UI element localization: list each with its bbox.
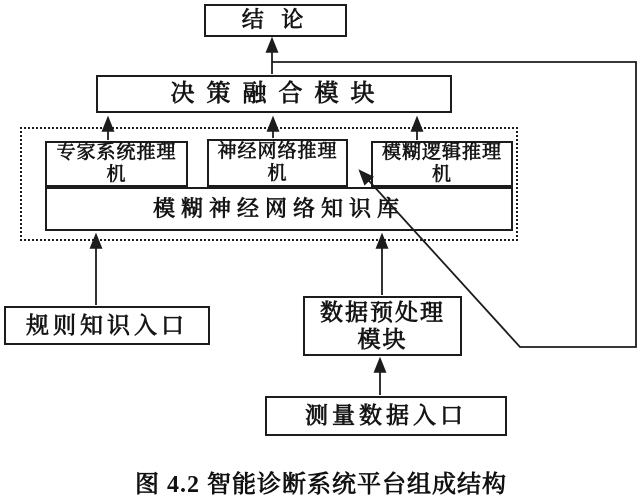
- node-rule-knowledge-entry: [4, 306, 210, 345]
- node-conclusion: [204, 4, 347, 37]
- node-measure-data-entry: [265, 396, 507, 436]
- node-neural-network-inference-engine: [207, 139, 348, 187]
- node-fuzzy-label-line2: 机: [431, 164, 452, 185]
- node-fuzzy-label-line1: 模糊逻辑推理: [381, 142, 502, 163]
- node-decision-fusion-module: [96, 75, 452, 113]
- node-decision-fusion-label: 决 策 融 合 模 块: [170, 80, 378, 107]
- node-data-preprocess-module: [303, 296, 462, 356]
- node-neural-label-line1: 神经网络推理: [217, 141, 338, 162]
- node-fuzzy-logic-inference-engine: [371, 141, 513, 187]
- node-neural-label-line2: 机: [267, 163, 288, 184]
- node-expert-system-inference-engine: [45, 141, 188, 187]
- node-measure-label: 测量数据入口: [305, 403, 467, 429]
- figure-caption: 图 4.2 智能诊断系统平台组成结构: [135, 472, 507, 498]
- node-preprocess-label-line2: 模块: [357, 327, 408, 352]
- node-rule-label: 规则知识入口: [26, 312, 188, 338]
- node-conclusion-label: 结 论: [241, 7, 310, 33]
- node-preprocess-label-line1: 数据预处理: [320, 300, 445, 325]
- node-fuzzy-neural-knowledge-base: [45, 187, 513, 231]
- node-expert-label-line2: 机: [106, 164, 127, 185]
- node-expert-label-line1: 专家系统推理: [56, 142, 177, 163]
- node-knowledge-label: 模糊神经网络知识库: [152, 195, 405, 221]
